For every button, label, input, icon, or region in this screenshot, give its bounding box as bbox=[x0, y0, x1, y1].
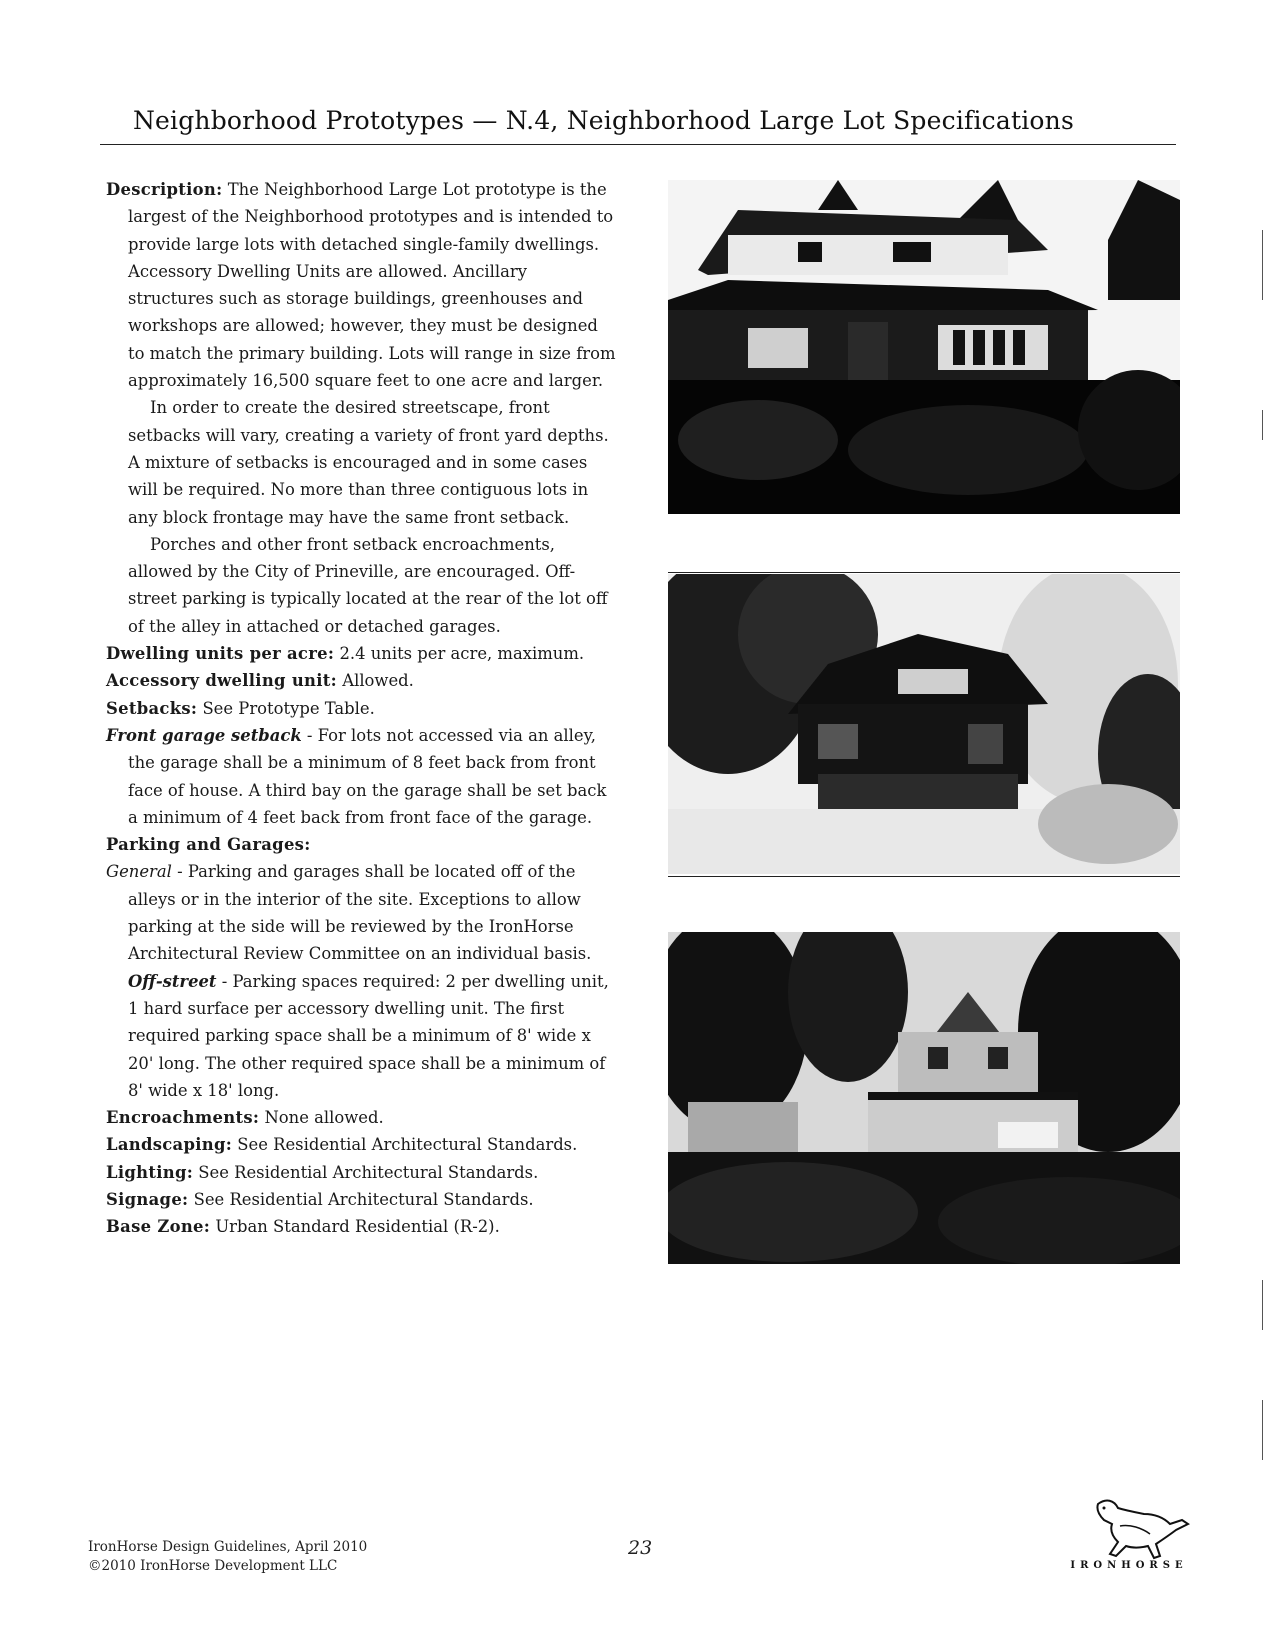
footer-credits bbox=[88, 1538, 367, 1576]
base-zone-text: Urban Standard Residential (R-2). bbox=[215, 1217, 500, 1237]
offstreet-term: Off-street bbox=[128, 971, 217, 991]
signage-text: See Residential Architectural Standards. bbox=[193, 1189, 534, 1209]
parking-term: Parking and Garages: bbox=[106, 835, 311, 855]
base-zone-item bbox=[106, 1213, 616, 1240]
page-number: 23 bbox=[628, 1537, 653, 1559]
encroachments-term: Encroachments: bbox=[106, 1108, 260, 1128]
ironhorse-logo bbox=[1070, 1490, 1198, 1570]
description-paragraph bbox=[106, 176, 616, 394]
signage-item bbox=[106, 1186, 616, 1213]
landscaping-item bbox=[106, 1131, 616, 1158]
setbacks-term: Setbacks: bbox=[106, 698, 198, 718]
setbacks-item bbox=[106, 695, 616, 722]
lighting-term: Lighting: bbox=[106, 1162, 194, 1182]
front-garage-text: - For lots not accessed via an alley, the garage shall be a minimum of 8 feet back from front face of house. A third bay on the garage shall be set back a minimum of 4 feet back from front face of the garage. bbox=[128, 725, 607, 827]
offstreet-parking-item bbox=[106, 968, 616, 1104]
house-photo-1 bbox=[668, 180, 1180, 514]
margin-tick bbox=[1262, 1280, 1263, 1330]
accessory-dwelling-item bbox=[106, 667, 616, 694]
dwelling-units-text: 2.4 units per acre, maximum. bbox=[339, 644, 585, 664]
signage-term: Signage: bbox=[106, 1189, 189, 1209]
margin-tick bbox=[1262, 1400, 1263, 1460]
parking-heading bbox=[106, 831, 616, 858]
landscaping-term: Landscaping: bbox=[106, 1135, 233, 1155]
specifications-text-column bbox=[106, 176, 616, 1241]
streetscape-paragraph: In order to create the desired streetscape, front setbacks will vary, creating a variety of front yard depths. A mixture of setbacks is encouraged and in some cases will be required. No more than three contiguous lots in any block frontage may have the same front setback. bbox=[128, 398, 609, 527]
description-text: The Neighborhood Large Lot prototype is the largest of the Neighborhood prototypes and is intended to provide large lots with detached single-family dwellings. Accessory Dwelling Units are allowed. Ancillary structures such as storage buildings, greenhouses and workshops are allowed; however, they must be designed to match the primary building. Lots will range in size from approximately 16,500 square feet to one acre and larger. bbox=[128, 180, 616, 391]
setbacks-text: See Prototype Table. bbox=[202, 698, 375, 718]
running-horse-icon bbox=[1070, 1490, 1198, 1570]
landscaping-text: See Residential Architectural Standards. bbox=[237, 1135, 578, 1155]
general-text: - Parking and garages shall be located off of the alleys or in the interior of the site. Exceptions to allow parking at the side will be reviewed by the IronHorse Architectural Review Committee on an individual basis. bbox=[128, 862, 592, 964]
photo-2-top-rule bbox=[668, 572, 1180, 573]
photo-2-bottom-rule bbox=[668, 876, 1180, 877]
accessory-term: Accessory dwelling unit: bbox=[106, 671, 338, 691]
encroachments-item bbox=[106, 1104, 616, 1131]
house-photo-2 bbox=[668, 574, 1180, 874]
page-header-title: Neighborhood Prototypes — N.4, Neighborhood Large Lot Specifications bbox=[132, 106, 1074, 135]
front-garage-term: Front garage setback bbox=[106, 725, 302, 745]
logo-wordmark: IRONHORSE bbox=[1070, 1560, 1188, 1571]
general-term: General bbox=[106, 862, 172, 882]
porches-paragraph: Porches and other front setback encroachments, allowed by the City of Prineville, are encouraged. Off-street parking is typically located at the rear of the lot off of the alley in attached or detached garages. bbox=[128, 534, 608, 636]
footer-copyright-line: ©2010 IronHorse Development LLC bbox=[88, 1558, 338, 1574]
general-parking-item bbox=[106, 858, 616, 967]
house-photo-3 bbox=[668, 932, 1180, 1264]
description-term: Description: bbox=[106, 180, 223, 199]
encroachments-text: None allowed. bbox=[264, 1108, 384, 1128]
accessory-text: Allowed. bbox=[342, 671, 414, 691]
margin-tick bbox=[1262, 230, 1263, 300]
footer-guidelines-line: IronHorse Design Guidelines, April 2010 bbox=[88, 1539, 368, 1555]
base-zone-term: Base Zone: bbox=[106, 1217, 211, 1237]
header-rule bbox=[100, 144, 1176, 145]
dwelling-units-term: Dwelling units per acre: bbox=[106, 644, 335, 664]
dwelling-units-item bbox=[106, 640, 616, 667]
margin-tick bbox=[1262, 410, 1263, 440]
lighting-text: See Residential Architectural Standards. bbox=[198, 1162, 539, 1182]
lighting-item bbox=[106, 1159, 616, 1186]
offstreet-text: - Parking spaces required: 2 per dwelling unit, 1 hard surface per accessory dwelling unit. The first required parking space shall be a minimum of 8' wide x 20' long. The other required space shall be a minimum of 8' wide x 18' long. bbox=[128, 971, 609, 1100]
front-garage-setback-item bbox=[106, 722, 616, 831]
